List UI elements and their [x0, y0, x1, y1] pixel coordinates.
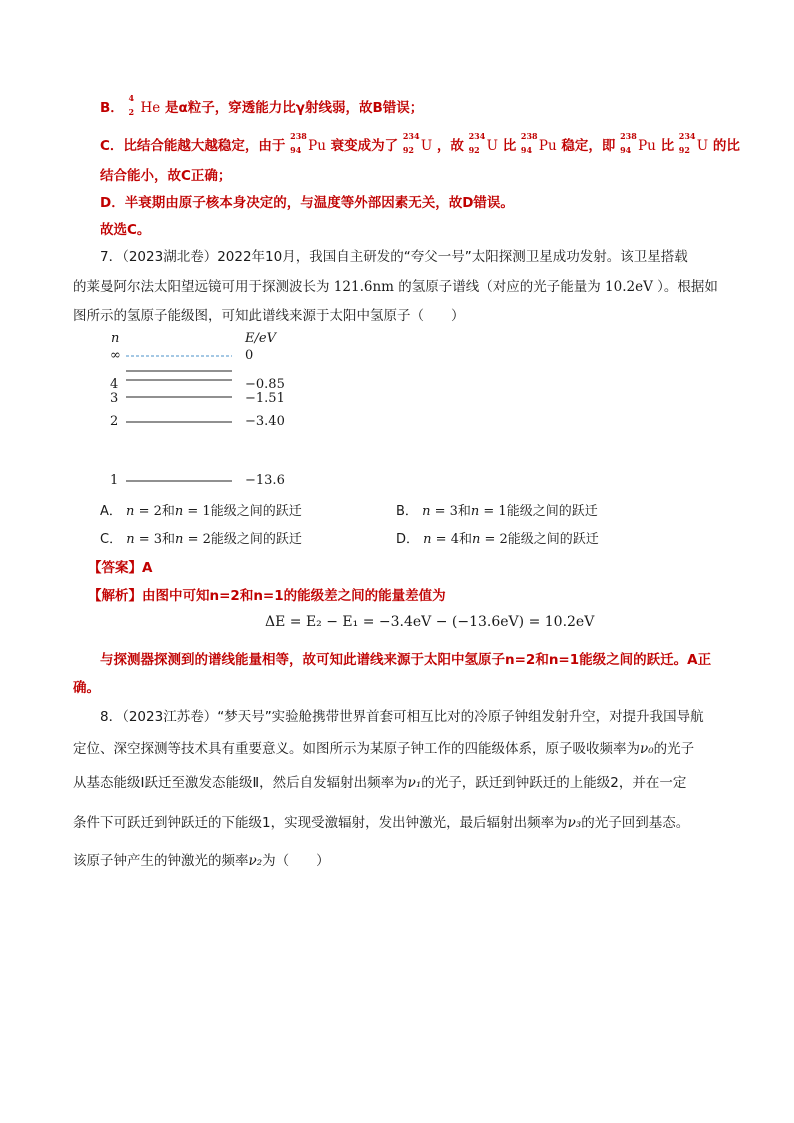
level-e-infinity: 0 — [245, 348, 254, 363]
energy-axis-header: E/eV — [245, 331, 276, 346]
option-d[interactable]: D． n = 4和n = 2能级之间的跃迁 — [396, 532, 599, 547]
option-b[interactable]: B． n = 3和n = 1能级之间的跃迁 — [396, 504, 598, 519]
level-e-2: −3.40 — [245, 414, 285, 429]
question-8-line3: 从基态能级Ⅰ跃迁至激发态能级Ⅱ，然后自发辐射出频率为ν₁的光子，跃迁到钟跃迁的上能级2，并在一定 — [73, 775, 687, 791]
option-c-explanation-line2: 结合能小，故C正确； — [100, 168, 232, 184]
nu1-symbol: ν₁ — [407, 775, 422, 791]
option-c[interactable]: C． n = 3和n = 2能级之间的跃迁 — [100, 532, 302, 547]
wavelength-value: 121.6nm — [333, 279, 394, 295]
level-e-1: −13.6 — [245, 473, 285, 488]
option-b-explanation: B． 4 2 He 是α粒子，穿透能力比γ射线弱，故B错误； — [100, 93, 424, 117]
question-8-line4: 条件下可跃迁到钟跃迁的下能级1，实现受激辐射，发出钟激光，最后辐射出频率为ν₃的光子回到基态。 — [73, 815, 690, 831]
energy-level-diagram — [108, 330, 308, 492]
analysis-line3: 确。 — [73, 680, 100, 696]
nu0-symbol: ν₀ — [640, 741, 654, 757]
nu2-symbol: ν₂ — [248, 853, 263, 869]
question-8-line1: 8．（2023江苏卷）“梦天号”实验舱携带世界首套可相互比对的冷原子钟组发射升空，对提升我国导航 — [100, 709, 704, 725]
answer-conclusion: 故选C。 — [100, 222, 151, 238]
uranium-nuclide: 234 92 U — [402, 131, 433, 155]
uranium-nuclide: 234 92 U — [678, 131, 709, 155]
n-axis-header: n — [111, 331, 120, 346]
uranium-nuclide: 234 92 U — [468, 131, 498, 155]
level-n-2: 2 — [110, 414, 119, 429]
option-a[interactable]: A． n = 2和n = 1能级之间的跃迁 — [100, 504, 302, 519]
question-8-line5: 该原子钟产生的钟激光的频率ν₂为（ ） — [73, 853, 330, 869]
option-d-explanation: D．半衰期由原子核本身决定的，与温度等外部因素无关，故D错误。 — [100, 195, 514, 211]
analysis-line2: 与探测器探测到的谱线能量相等，故可知此谱线来源于太阳中氢原子n=2和n=1能级之间的跃迁。A正 — [100, 652, 712, 668]
level-n-1: 1 — [110, 473, 119, 488]
plutonium-nuclide: 238 94 Pu — [520, 131, 557, 155]
question-8-line2: 定位、深空探测等技术具有重要意义。如图所示为某原子钟工作的四能级体系，原子吸收频率为ν₀的光子 — [73, 741, 695, 757]
nu3-symbol: ν₃ — [567, 815, 582, 831]
analysis-line1: 【解析】由图中可知n=2和n=1的能级差之间的能量差值为 — [88, 588, 446, 604]
plutonium-nuclide: 238 94 Pu — [290, 131, 326, 155]
question-7-line3: 图所示的氢原子能级图，可知此谱线来源于太阳中氢原子（ ） — [73, 308, 465, 324]
energy-value: 10.2eV — [605, 279, 653, 295]
helium-nuclide: 4 2 He — [128, 93, 161, 117]
answer-label: 【答案】A — [88, 560, 153, 576]
option-c-explanation: C．比结合能越大越稳定，由于 238 94 Pu 衰变成为了 234 92 U ，故 234 92 U 比 238 94 Pu 稳定，即 238 94 Pu 比 234 92 U 的比 — [100, 131, 740, 155]
energy-equation: ΔE = E₂ − E₁ = −3.4eV − (−13.6eV) = 10.2eV — [265, 614, 595, 630]
level-e-4: −0.85 — [245, 377, 285, 392]
question-7-line2: 的莱曼阿尔法太阳望远镜可用于探测波长为 121.6nm 的氢原子谱线（对应的光子能量为 10.2eV ）。根据如 — [73, 279, 718, 295]
level-n-4: 4 — [110, 377, 119, 392]
plutonium-nuclide: 238 94 Pu — [620, 131, 656, 155]
level-n-3: 3 — [110, 391, 119, 406]
question-7-line1: 7．（2023湖北卷）2022年10月，我国自主研发的“夸父一号”太阳探测卫星成功发射。该卫星搭载 — [100, 249, 688, 265]
level-e-3: −1.51 — [245, 391, 285, 406]
level-n-infinity: ∞ — [110, 348, 121, 363]
